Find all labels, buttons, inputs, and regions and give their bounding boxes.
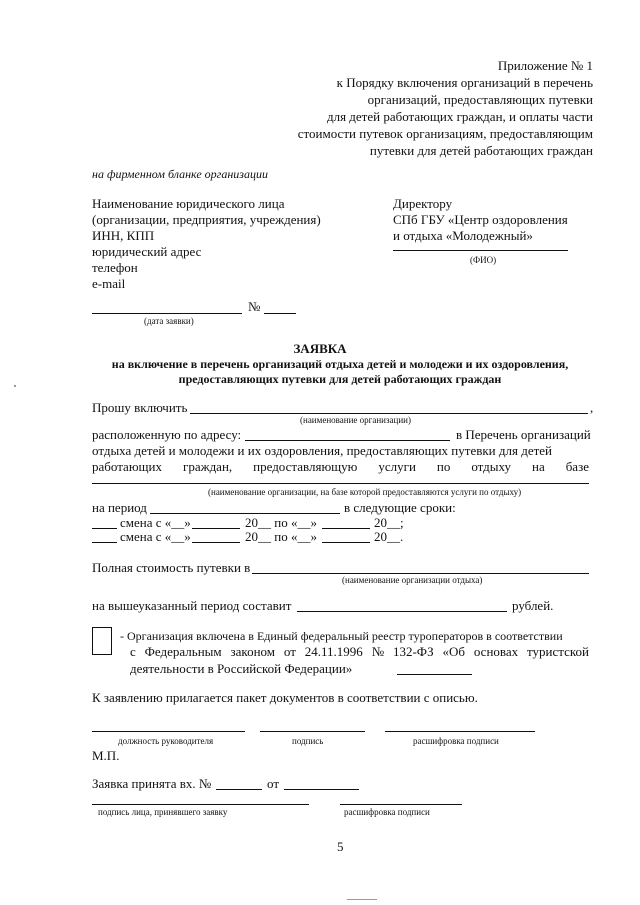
word: «Об bbox=[442, 644, 465, 659]
rest-org-caption: (наименование организации отдыха) bbox=[342, 575, 483, 585]
recipient-line: Директору bbox=[393, 196, 453, 211]
rest-org-line bbox=[252, 573, 589, 574]
appendix-line: стоимости путевок организациям, предоставляющим bbox=[297, 126, 593, 141]
word: базе bbox=[565, 459, 589, 474]
appendix-line: путевки для детей работающих граждан bbox=[369, 143, 593, 158]
receiver-decoding-caption: расшифровка подписи bbox=[344, 807, 430, 817]
word: Федеральным bbox=[144, 644, 222, 659]
decoding-caption: расшифровка подписи bbox=[413, 736, 499, 746]
fio-caption: (ФИО) bbox=[470, 255, 497, 265]
registry-line-fill bbox=[397, 674, 472, 675]
shift-end-date-line bbox=[322, 542, 370, 543]
registry-line: деятельности в Российской Федерации» bbox=[130, 661, 353, 676]
appendix-line: к Порядку включения организаций в перечень bbox=[336, 75, 593, 90]
registry-justified-line bbox=[130, 645, 589, 658]
from-label: от bbox=[267, 776, 280, 791]
word: туристской bbox=[527, 644, 589, 659]
registry-checkbox[interactable] bbox=[92, 627, 112, 655]
date-line bbox=[92, 313, 242, 314]
accepted-date-line bbox=[284, 789, 359, 790]
word: законом bbox=[230, 644, 276, 659]
word: 24.11.1996 bbox=[304, 644, 363, 659]
word: предоставляющую bbox=[253, 459, 358, 474]
applicant-line: e-mail bbox=[92, 276, 126, 291]
appendix-line: организаций, предоставляющих путевки bbox=[367, 92, 593, 107]
page-number: 5 bbox=[337, 839, 344, 854]
base-caption: (наименование организации, на базе которой предоставляются услуги по отдыху) bbox=[208, 487, 522, 497]
word: 132-ФЗ bbox=[392, 644, 434, 659]
justified-line bbox=[92, 460, 589, 473]
position-caption: должность руководителя bbox=[118, 736, 214, 746]
word: основах bbox=[473, 644, 519, 659]
word: № bbox=[371, 644, 385, 659]
number-sign: № bbox=[248, 299, 261, 314]
body-line: отдыха детей и молодежи и их оздоровления, предоставляющих путевки для детей bbox=[92, 443, 553, 458]
shift-label: смена с «__» bbox=[120, 515, 191, 530]
shift-year: 20__ по «__» bbox=[245, 515, 317, 530]
word: от bbox=[283, 644, 296, 659]
number-line bbox=[264, 313, 296, 314]
attached-note: К заявлению прилагается пакет документов в соответствии с описью. bbox=[92, 690, 478, 705]
accepted-number-line bbox=[216, 789, 262, 790]
org-name-caption: (наименование организации) bbox=[300, 415, 411, 425]
receiver-decoding-line bbox=[340, 804, 462, 805]
recipient-line: СПб ГБУ «Центр оздоровления bbox=[393, 212, 568, 227]
accepted-label: Заявка принята вх. № bbox=[92, 776, 212, 791]
period-terms-label: в следующие сроки: bbox=[344, 500, 456, 515]
ask-include-label: Прошу включить bbox=[92, 400, 188, 415]
shift-year-end: 20__. bbox=[374, 529, 404, 544]
scan-speck bbox=[14, 385, 16, 387]
applicant-line: Наименование юридического лица bbox=[92, 196, 285, 211]
recipient-line: и отдыха «Молодежный» bbox=[393, 228, 533, 243]
applicant-line: ИНН, КПП bbox=[92, 228, 155, 243]
applicant-line: телефон bbox=[92, 260, 138, 275]
doc-subtitle: предоставляющих путевки для детей работающих граждан bbox=[178, 372, 502, 386]
comma: , bbox=[590, 400, 594, 415]
applicant-line: юридический адрес bbox=[92, 244, 202, 259]
shift-year: 20__ по «__» bbox=[245, 529, 317, 544]
date-caption: (дата заявки) bbox=[144, 316, 194, 326]
scan-speck bbox=[347, 899, 377, 900]
base-line bbox=[92, 483, 589, 484]
decoding-line bbox=[385, 731, 535, 732]
for-period-label: на вышеуказанный период составит bbox=[92, 598, 292, 613]
org-name-line bbox=[190, 413, 588, 414]
position-line bbox=[92, 731, 245, 732]
period-label: на период bbox=[92, 500, 147, 515]
rubles-label: рублей. bbox=[512, 598, 554, 613]
signature-caption: подпись bbox=[292, 736, 324, 746]
signature-line bbox=[260, 731, 365, 732]
into-list-label: в Перечень организаций bbox=[456, 427, 591, 442]
shift-label: смена с «__» bbox=[120, 529, 191, 544]
shift-year-end: 20__; bbox=[374, 515, 404, 530]
shift-end-date-line bbox=[322, 528, 370, 529]
shift-number-line bbox=[92, 528, 117, 529]
shift-number-line bbox=[92, 542, 117, 543]
word: на bbox=[531, 459, 545, 474]
doc-title: ЗАЯВКА bbox=[293, 341, 347, 356]
registry-line: - Организация включена в Единый федеральный реестр туроператоров в соответствии bbox=[120, 629, 563, 643]
word: отдыху bbox=[471, 459, 512, 474]
stamp-label: М.П. bbox=[92, 748, 120, 763]
letterhead-note: на фирменном бланке организации bbox=[92, 167, 268, 181]
appendix-line: для детей работающих граждан, и оплаты части bbox=[326, 109, 593, 124]
word: услуги bbox=[378, 459, 416, 474]
located-at-label: расположенную по адресу: bbox=[92, 427, 242, 442]
period-line bbox=[150, 513, 340, 514]
amount-line bbox=[297, 611, 507, 612]
address-line bbox=[245, 440, 450, 441]
applicant-line: (организации, предприятия, учреждения) bbox=[92, 212, 321, 227]
doc-subtitle: на включение в перечень организаций отдыха детей и молодежи и их оздоровления, bbox=[111, 357, 569, 371]
word: с bbox=[130, 644, 136, 659]
word: работающих bbox=[92, 459, 163, 474]
shift-date-line bbox=[192, 528, 240, 529]
word: по bbox=[436, 459, 451, 474]
full-cost-label: Полная стоимость путевки в bbox=[92, 560, 251, 575]
word: граждан, bbox=[182, 459, 233, 474]
fio-line bbox=[393, 250, 568, 251]
appendix-title: Приложение № 1 bbox=[497, 58, 593, 73]
receiver-caption: подпись лица, принявшего заявку bbox=[98, 807, 228, 817]
receiver-signature-line bbox=[92, 804, 309, 805]
shift-date-line bbox=[192, 542, 240, 543]
